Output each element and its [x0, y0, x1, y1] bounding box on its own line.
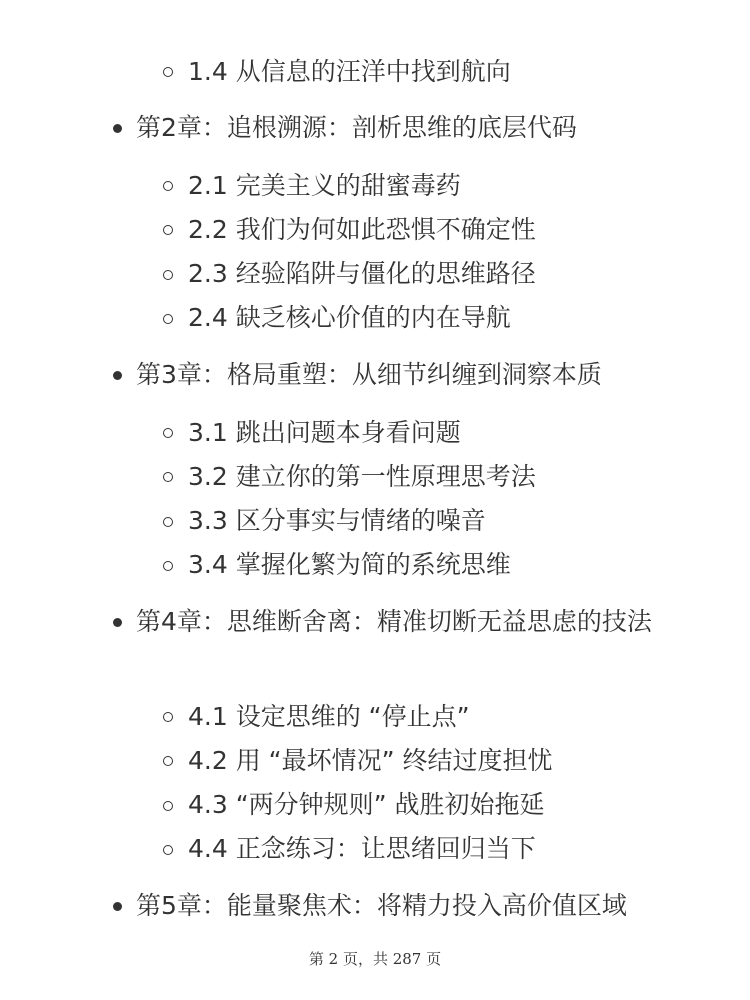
toc-section-4-4[interactable]: 4.4 正念练习：让思绪回归当下: [188, 834, 536, 863]
toc-chapter-5[interactable]: 第5章：能量聚焦术：将精力投入高价值区域: [136, 891, 627, 920]
circle-bullet-icon: [163, 517, 173, 527]
toc-section-3-3[interactable]: 3.3 区分事实与情绪的噪音: [188, 506, 486, 535]
circle-bullet-icon: [163, 67, 173, 77]
toc-chapter-3[interactable]: 第3章：格局重塑：从细节纠缠到洞察本质: [136, 360, 602, 389]
toc-chapter-2[interactable]: 第2章：追根溯源：剖析思维的底层代码: [136, 113, 577, 142]
circle-bullet-icon: [163, 225, 173, 235]
toc-chapter-4[interactable]: 第4章：思维断舍离：精准切断无益思虑的技法: [136, 607, 652, 636]
disc-bullet-icon: [113, 371, 122, 380]
toc-section-1-4[interactable]: 1.4 从信息的汪洋中找到航向: [188, 57, 511, 86]
disc-bullet-icon: [113, 618, 122, 627]
circle-bullet-icon: [163, 561, 173, 571]
page-number-footer: 第 2 页，共 287 页: [308, 950, 442, 968]
toc-section-2-3[interactable]: 2.3 经验陷阱与僵化的思维路径: [188, 259, 536, 288]
circle-bullet-icon: [163, 472, 173, 482]
toc-section-2-2[interactable]: 2.2 我们为何如此恐惧不确定性: [188, 215, 536, 244]
circle-bullet-icon: [163, 801, 173, 811]
circle-bullet-icon: [163, 314, 173, 324]
circle-bullet-icon: [163, 712, 173, 722]
circle-bullet-icon: [163, 756, 173, 766]
circle-bullet-icon: [163, 181, 173, 191]
circle-bullet-icon: [163, 428, 173, 438]
disc-bullet-icon: [113, 124, 122, 133]
toc-section-4-1[interactable]: 4.1 设定思维的 “停止点”: [188, 702, 470, 731]
toc-section-3-1[interactable]: 3.1 跳出问题本身看问题: [188, 418, 461, 447]
toc-section-2-4[interactable]: 2.4 缺乏核心价值的内在导航: [188, 303, 511, 332]
toc-section-3-2[interactable]: 3.2 建立你的第一性原理思考法: [188, 462, 536, 491]
toc-section-4-2[interactable]: 4.2 用 “最坏情况” 终结过度担忧: [188, 746, 553, 775]
disc-bullet-icon: [113, 902, 122, 911]
toc-section-4-3[interactable]: 4.3 “两分钟规则” 战胜初始拖延: [188, 790, 545, 819]
circle-bullet-icon: [163, 270, 173, 280]
circle-bullet-icon: [163, 845, 173, 855]
toc-section-2-1[interactable]: 2.1 完美主义的甜蜜毒药: [188, 171, 461, 200]
toc-section-3-4[interactable]: 3.4 掌握化繁为简的系统思维: [188, 550, 511, 579]
